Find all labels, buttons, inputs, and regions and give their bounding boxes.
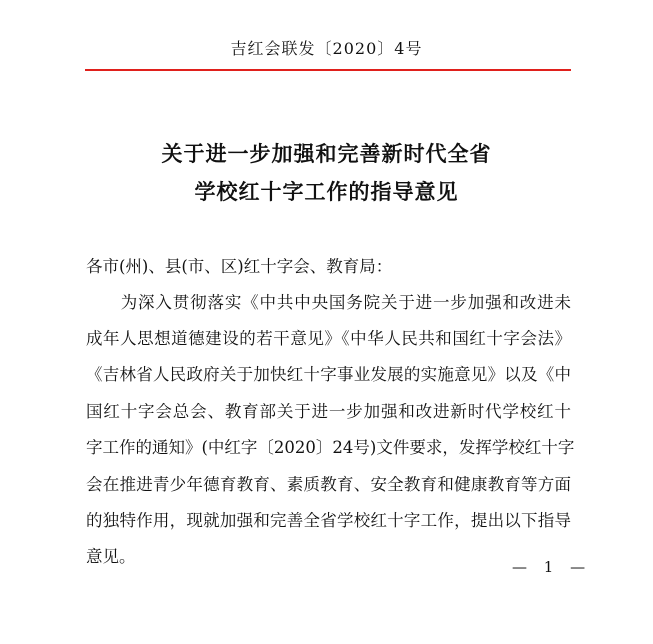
title-line-1: 关于进一步加强和完善新时代全省 [161, 141, 492, 166]
title-line-2: 学校红十字工作的指导意见 [194, 179, 459, 204]
body-line: 国红十字会总会、教育部关于进一步加强和改进新时代学校红十 [86, 402, 571, 421]
body-line: 《吉林省人民政府关于加快红十字事业发展的实施意见》以及《中 [86, 365, 571, 384]
body-line: 会在推进青少年德育教育、素质教育、安全教育和健康教育等方面 [86, 475, 571, 494]
body-line: 意见。 [86, 547, 136, 566]
page-number: — 1 — [512, 558, 592, 576]
body-line: 的独特作用，现就加强和完善全省学校红十字工作，提出以下指导 [86, 511, 571, 530]
salutation: 各市(州)、县(市、区)红十字会、教育局： [86, 257, 393, 276]
body-line: 为深入贯彻落实《中共中央国务院关于进一步加强和改进未 [86, 293, 571, 312]
document-number: 吉红会联发〔2020〕4号 [230, 39, 423, 58]
body-line: 字工作的通知》(中红字〔2020〕24号)文件要求，发挥学校红十字 [86, 438, 575, 457]
red-header-rule [85, 69, 571, 71]
body-line: 成年人思想道德建设的若干意见》《中华人民共和国红十字会法》 [86, 329, 571, 348]
